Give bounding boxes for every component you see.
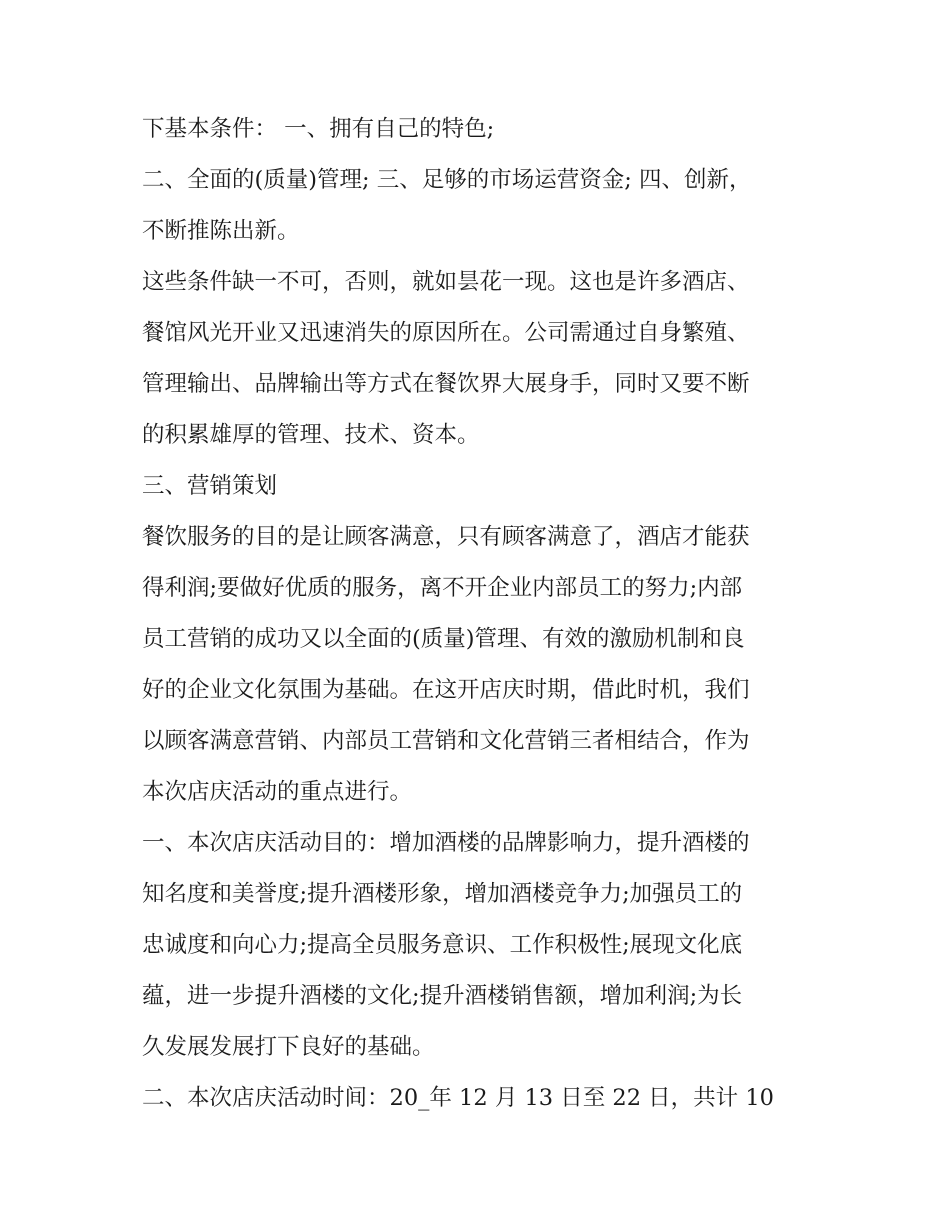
text-line: 好的企业文化氛围为基础。在这开店庆时期，借此时机，我们 xyxy=(142,677,750,703)
text-line: 二、本次店庆活动时间：20_年 12 月 13 日至 22 日，共计 10 xyxy=(142,1085,774,1111)
text-line: 本次店庆活动的重点进行。 xyxy=(142,779,413,805)
text-line: 下基本条件： 一、拥有自己的特色; xyxy=(142,116,495,142)
text-line: 二、全面的(质量)管理; 三、足够的市场运营资金; 四、创新， xyxy=(142,167,752,193)
text-line: 以顾客满意营销、内部员工营销和文化营销三者相结合，作为 xyxy=(142,728,750,754)
section-heading: 三、营销策划 xyxy=(142,473,278,499)
text-line: 不断推陈出新。 xyxy=(142,218,300,244)
text-line: 餐饮服务的目的是让顾客满意，只有顾客满意了，酒店才能获 xyxy=(142,524,750,550)
text-line: 蕴，进一步提升酒楼的文化;提升酒楼销售额，增加利润;为长 xyxy=(142,983,743,1009)
text-line: 知名度和美誉度;提升酒楼形象，增加酒楼竞争力;加强员工的 xyxy=(142,881,743,907)
text-line: 这些条件缺一不可，否则，就如昙花一现。这也是许多酒店、 xyxy=(142,269,750,295)
text-line: 一、本次店庆活动目的：增加酒楼的品牌影响力，提升酒楼的 xyxy=(142,830,750,856)
text-line: 管理输出、品牌输出等方式在餐饮界大展身手，同时又要不断 xyxy=(142,371,750,397)
text-line: 忠诚度和向心力;提高全员服务意识、工作积极性;展现文化底 xyxy=(142,932,743,958)
text-line: 的积累雄厚的管理、技术、资本。 xyxy=(142,422,480,448)
text-line: 久发展发展打下良好的基础。 xyxy=(142,1034,435,1060)
text-line: 员工营销的成功又以全面的(质量)管理、有效的激励机制和良 xyxy=(142,626,745,652)
text-line: 餐馆风光开业又迅速消失的原因所在。公司需通过自身繁殖、 xyxy=(142,320,750,346)
text-line: 得利润;要做好优质的服务，离不开企业内部员工的努力;内部 xyxy=(142,575,743,601)
